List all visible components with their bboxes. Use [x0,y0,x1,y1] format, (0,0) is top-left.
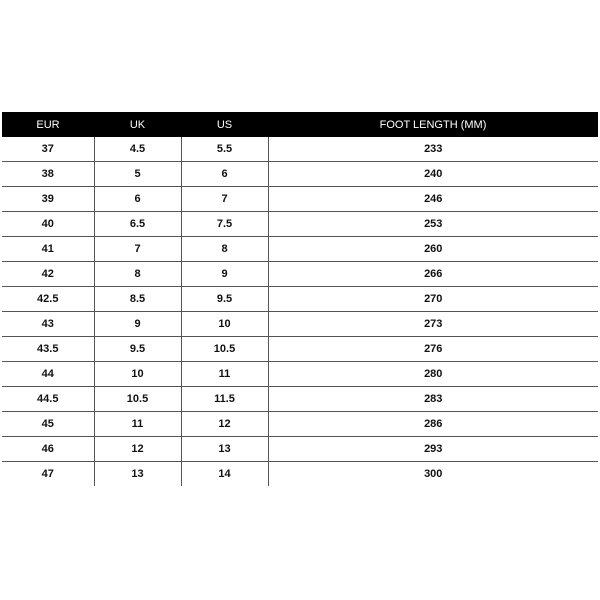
cell-foot-length: 260 [268,237,598,262]
cell-foot-length: 240 [268,162,598,187]
size-chart-body [2,137,598,486]
cell-uk: 8.5 [94,287,181,312]
cell-foot-length: 246 [268,187,598,212]
cell-us: 12 [181,412,268,437]
cell-us: 9.5 [181,287,268,312]
cell-eur: 45 [2,412,94,437]
cell-foot-length: 253 [268,212,598,237]
cell-us: 6 [181,162,268,187]
cell-eur: 46 [2,437,94,462]
cell-uk: 12 [94,437,181,462]
cell-eur: 43 [2,312,94,337]
cell-us: 7.5 [181,212,268,237]
table-row [2,162,598,187]
cell-eur: 42.5 [2,287,94,312]
cell-uk: 8 [94,262,181,287]
table-row [2,237,598,262]
cell-uk: 10 [94,362,181,387]
cell-eur: 39 [2,187,94,212]
cell-foot-length: 280 [268,362,598,387]
cell-us: 10.5 [181,337,268,362]
table-row [2,287,598,312]
cell-us: 11 [181,362,268,387]
size-chart-table [2,112,598,486]
cell-us: 13 [181,437,268,462]
cell-uk: 9 [94,312,181,337]
cell-uk: 5 [94,162,181,187]
cell-eur: 44 [2,362,94,387]
table-row [2,137,598,162]
cell-uk: 9.5 [94,337,181,362]
table-row [2,262,598,287]
size-chart-header [2,112,598,137]
cell-eur: 47 [41,468,54,480]
cell-eur: 44.5 [2,387,94,412]
header-foot-length: FOOT LENGTH (MM) [268,112,598,137]
cell-foot-length: 270 [268,287,598,312]
table-row [2,337,598,362]
cell-eur: 38 [2,162,94,187]
cell-foot-length: 233 [268,137,598,162]
table-row [2,312,598,337]
cell-us: 11.5 [181,387,268,412]
header-uk: UK [94,112,181,137]
table-row [2,462,598,487]
cell-uk: 13 [94,462,181,487]
cell-foot-length: 276 [268,337,598,362]
cell-uk: 4.5 [94,137,181,162]
header-row [2,112,598,137]
cell-uk: 11 [94,412,181,437]
cell-foot-length: 293 [268,437,598,462]
cell-foot-length: 273 [268,312,598,337]
cell-foot-length: 266 [268,262,598,287]
table-row [2,387,598,412]
header-eur: EUR [2,112,94,137]
cell-eur: 37 [2,137,94,162]
cell-us: 5.5 [181,137,268,162]
cell-foot-length: 286 [268,412,598,437]
cell-us: 14 [181,462,268,487]
cell-eur: 41 [2,237,94,262]
cell-uk: 6 [94,187,181,212]
cell-uk: 7 [94,237,181,262]
table-row [2,437,598,462]
cell-us: 8 [181,237,268,262]
cell-us: 7 [181,187,268,212]
table-row [2,362,598,387]
cell-eur: 43.5 [2,337,94,362]
cell-eur: 42 [2,262,94,287]
cell-us: 10 [181,312,268,337]
cell-uk: 10.5 [94,387,181,412]
table-row [2,412,598,437]
table-row [2,212,598,237]
cell-eur: 40 [2,212,94,237]
cell-us: 9 [181,262,268,287]
header-us: US [181,112,268,137]
cell-foot-length: 283 [268,387,598,412]
table-row [2,187,598,212]
cell-foot-length: 300 [268,462,598,487]
cell-uk: 6.5 [94,212,181,237]
